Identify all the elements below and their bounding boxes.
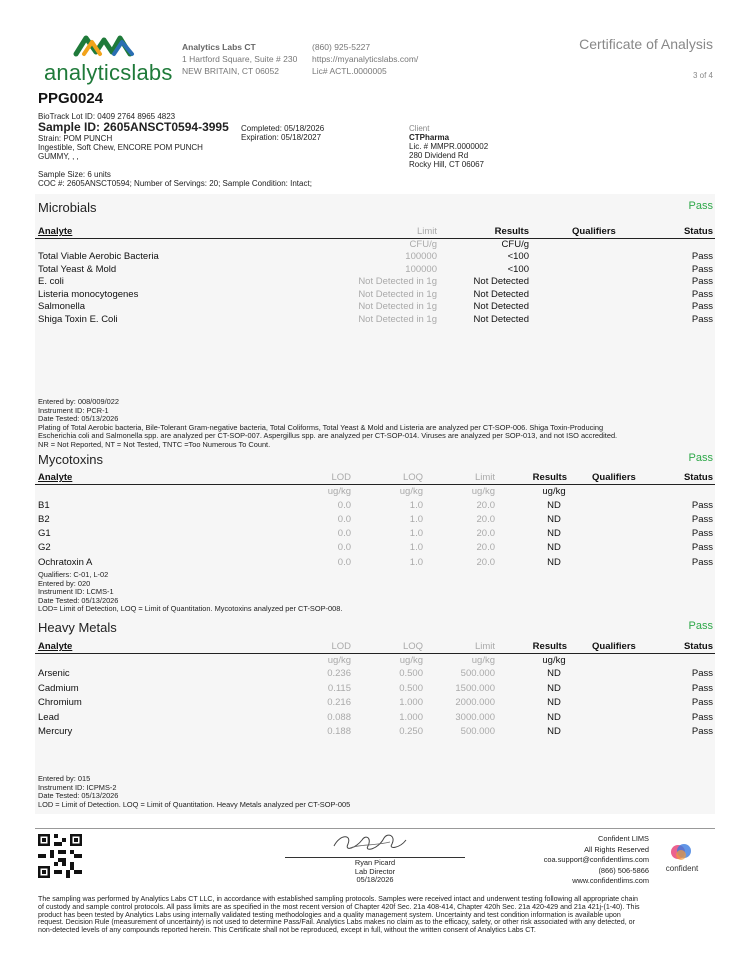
analyte-name: Cadmium	[38, 683, 79, 694]
limit-value: 100000	[405, 251, 437, 262]
lod-value: 0.0	[337, 528, 351, 539]
analyte-name: Total Yeast & Mold	[38, 264, 117, 275]
result-value: Not Detected	[473, 301, 529, 312]
status-value: Pass	[691, 726, 713, 737]
qr-code[interactable]	[38, 834, 82, 878]
client-license: Lic. # MMPR.0000002	[409, 142, 489, 151]
unit-limit: ug/kg	[471, 655, 495, 666]
note-line: NR = Not Reported, NT = Not Tested, TNTC =Too Numerous To Count.	[38, 439, 271, 449]
header-results: Results	[532, 472, 567, 483]
lod-value: 0.088	[327, 712, 351, 723]
result-value: ND	[547, 514, 561, 525]
loq-value: 1.0	[409, 514, 423, 525]
lab-website[interactable]: https://myanalyticslabs.com/	[312, 54, 419, 64]
note-line: Qualifiers: C-01, L-02	[38, 570, 109, 579]
client-address1: 280 Dividend Rd	[409, 151, 469, 160]
mycotoxins-status: Pass	[688, 452, 713, 464]
loq-value: 1.000	[399, 712, 423, 723]
limit-value: Not Detected in 1g	[358, 314, 437, 325]
loq-value: 1.0	[409, 528, 423, 539]
disclaimer-line: non-detected levels of any compounds reported herein. This Certificate shall not be reproduced, except in full, without the written consent of Analytics Labs CT.	[38, 926, 536, 935]
mycotoxins-title: Mycotoxins	[38, 452, 104, 467]
completed-date: Completed: 05/18/2026	[241, 124, 325, 133]
lod-value: 0.115	[327, 683, 351, 694]
unit-loq: ug/kg	[399, 655, 423, 666]
limit-value: Not Detected in 1g	[358, 289, 437, 300]
header-analyte: Analyte	[38, 472, 73, 483]
page-number: 3 of 4	[692, 71, 713, 80]
disclaimer	[38, 896, 714, 935]
loq-value: 1.0	[409, 557, 423, 568]
analyte-name: Total Viable Aerobic Bacteria	[38, 251, 159, 262]
lab-address-line1: 1 Hartford Square, Suite # 230	[182, 54, 298, 64]
analyte-name: E. coli	[38, 276, 64, 287]
analyte-name: B2	[38, 514, 50, 525]
loq-value: 0.500	[399, 668, 423, 679]
lab-license: Lic# ACTL.0000005	[312, 66, 387, 76]
analyte-name: Lead	[38, 712, 60, 723]
strain: Strain: POM PUNCH	[38, 134, 113, 143]
note-line: Plating of Total Aerobic bacteria, Bile-Tolerant Gram-negative bacteria, Total Coliforms, Total Yeast & Mold and Listeria are analyzed per CT-SOP-006. Shiga Toxin-Producing	[38, 422, 604, 432]
result-value: Not Detected	[473, 289, 529, 300]
lab-info	[182, 41, 297, 77]
analyte-name: B1	[38, 500, 50, 511]
note-line: Instrument ID: PCR-1	[38, 405, 109, 415]
client-block	[409, 124, 488, 169]
unit-lod: ug/kg	[327, 486, 351, 497]
status-value: Pass	[691, 557, 713, 568]
header-loq: LOQ	[402, 641, 423, 652]
result-value: <100	[507, 264, 529, 275]
status-value: Pass	[691, 542, 713, 553]
unit-results: ug/kg	[542, 655, 566, 666]
result-value: ND	[547, 683, 561, 694]
category-cont: GUMMY, , ,	[38, 152, 79, 161]
analyte-name: Mercury	[38, 726, 73, 737]
footer-rule	[35, 828, 715, 829]
result-value: ND	[547, 697, 561, 708]
header-limit: Limit	[474, 641, 495, 652]
result-value: ND	[547, 500, 561, 511]
mycotoxins-notes	[38, 571, 342, 614]
loq-value: 1.0	[409, 542, 423, 553]
lod-value: 0.216	[327, 697, 351, 708]
client-label: Client	[409, 124, 430, 133]
mycotoxins-header-rule	[35, 484, 715, 485]
header-results: Results	[532, 641, 567, 652]
analyte-name: Chromium	[38, 697, 82, 708]
microbials-header-results: Results	[494, 226, 529, 237]
status-value: Pass	[691, 301, 713, 312]
lod-value: 0.188	[327, 726, 351, 737]
analyte-name: Ochratoxin A	[38, 557, 93, 568]
note-line: Date Tested: 05/13/2026	[38, 414, 119, 423]
limit-value: 500.000	[460, 668, 495, 679]
status-value: Pass	[691, 276, 713, 287]
analyte-name: G2	[38, 542, 51, 553]
microbials-header-qualifiers: Qualifiers	[572, 226, 616, 237]
confident-logo-icon	[660, 842, 704, 862]
result-value: Not Detected	[473, 314, 529, 325]
status-value: Pass	[691, 697, 713, 708]
signature-block	[285, 859, 465, 885]
unit-limit: ug/kg	[471, 486, 495, 497]
sample-size: Sample Size: 6 units	[38, 170, 111, 179]
lab-name: Analytics Labs CT	[182, 42, 256, 52]
biotrack-lot: BioTrack Lot ID: 0409 2764 8965 4823	[38, 112, 176, 121]
logo-text: analyticslabs	[44, 60, 173, 85]
header-status: Status	[683, 641, 713, 652]
limit-value: 20.0	[476, 542, 495, 553]
note-line: Escherichia coli and Salmonella spp. are analyzed per CT-SOP-007. Aspergillus spp. are analyzed per CT-SOP-014. Viruses are analyzed per SOP-013, and not ISO accredited.	[38, 431, 618, 440]
loq-value: 0.250	[399, 726, 423, 737]
status-value: Pass	[691, 712, 713, 723]
lims-phone: (866) 506-5866	[598, 865, 649, 875]
heavy-metals-status: Pass	[688, 620, 713, 632]
result-value: <100	[507, 251, 529, 262]
note-line: Instrument ID: ICPMS-2	[38, 782, 117, 792]
product-code: PPG0024	[38, 90, 104, 107]
confident-logo	[660, 842, 704, 876]
note-line: Instrument ID: LCMS-1	[38, 587, 114, 596]
status-value: Pass	[691, 289, 713, 300]
limit-value: 500.000	[460, 726, 495, 737]
analyte-name: Salmonella	[38, 301, 85, 312]
header-qualifiers: Qualifiers	[592, 641, 636, 652]
unit-loq: ug/kg	[399, 486, 423, 497]
unit-lod: ug/kg	[327, 655, 351, 666]
microbials-header-analyte: Analyte	[38, 226, 73, 237]
status-value: Pass	[691, 683, 713, 694]
signature-graphic	[330, 830, 410, 856]
company-logo	[44, 30, 173, 86]
coc-info: COC #: 2605ANSCT0594; Number of Servings: 20; Sample Condition: Intact;	[38, 179, 312, 188]
header-analyte: Analyte	[38, 641, 73, 652]
result-value: ND	[547, 712, 561, 723]
status-value: Pass	[691, 528, 713, 539]
lims-email[interactable]: coa.support@confidentlims.com	[543, 855, 649, 864]
logo-mountains-icon	[44, 30, 169, 60]
loq-value: 1.0	[409, 500, 423, 511]
note-line: Date Tested: 05/13/2026	[38, 791, 119, 800]
expiration-date: Expiration: 05/18/2027	[241, 133, 322, 142]
result-value: ND	[547, 557, 561, 568]
result-value: Not Detected	[473, 276, 529, 287]
microbials-notes	[38, 398, 617, 449]
header-status: Status	[683, 472, 713, 483]
limit-value: 20.0	[476, 557, 495, 568]
lod-value: 0.0	[337, 500, 351, 511]
heavy-metals-header-rule	[35, 653, 715, 654]
lod-value: 0.0	[337, 542, 351, 553]
confident-logo-text: confident	[665, 864, 699, 873]
note-line: LOD = Limit of Detection. LOQ = Limit of Quantitation. Heavy Metals analyzed per CT-SOP-005	[38, 799, 351, 809]
signer-title: Lab Director	[354, 866, 396, 876]
header-loq: LOQ	[402, 472, 423, 483]
limit-value: 20.0	[476, 500, 495, 511]
limit-value: Not Detected in 1g	[358, 276, 437, 287]
note-line: LOD= Limit of Detection, LOQ = Limit of Quantitation. Mycotoxins analyzed per CT-SOP-008.	[38, 604, 343, 613]
sample-info	[38, 112, 229, 161]
note-line: Entered by: 020	[38, 578, 91, 588]
header-lod: LOD	[331, 641, 351, 652]
microbials-unit-limit: CFU/g	[409, 239, 437, 250]
microbials-status: Pass	[688, 200, 713, 212]
heavy-metals-title: Heavy Metals	[38, 620, 117, 635]
result-value: ND	[547, 726, 561, 737]
microbials-header-limit: Limit	[416, 226, 437, 237]
status-value: Pass	[691, 264, 713, 275]
document-title: Certificate of Analysis	[579, 36, 713, 52]
limit-value: 20.0	[476, 528, 495, 539]
note-line: Entered by: 008/009/022	[38, 397, 119, 406]
header-qualifiers: Qualifiers	[592, 472, 636, 483]
limit-value: 20.0	[476, 514, 495, 525]
loq-value: 0.500	[399, 683, 423, 694]
note-line: Entered by: 015	[38, 774, 91, 783]
lab-contact	[312, 41, 418, 77]
disclaimer-line: The sampling was performed by Analytics Labs CT LLC, in accordance with established sampling protocols. Samples were received intact and underwent testing following all appropriate chain	[38, 895, 639, 903]
limit-value: 1500.000	[455, 683, 495, 694]
status-value: Pass	[691, 514, 713, 525]
status-value: Pass	[691, 251, 713, 262]
lims-info	[544, 834, 649, 887]
analyte-name: Shiga Toxin E. Coli	[38, 314, 118, 325]
microbials-unit-results: CFU/g	[501, 239, 529, 250]
lab-address-line2: NEW BRITAIN, CT 06052	[182, 66, 279, 76]
lod-value: 0.236	[327, 668, 351, 679]
signer-name: Ryan Picard	[354, 858, 396, 867]
client-address2: Rocky Hill, CT 06067	[409, 160, 484, 169]
lims-rights: All Rights Reserved	[584, 844, 649, 854]
limit-value: Not Detected in 1g	[358, 301, 437, 312]
sample-id: Sample ID: 2605ANSCT0594-3995	[38, 120, 229, 134]
header-lod: LOD	[331, 472, 351, 483]
lims-name: Confident LIMS	[598, 834, 649, 843]
limit-value: 3000.000	[455, 712, 495, 723]
status-value: Pass	[691, 500, 713, 511]
signer-date: 05/18/2026	[356, 875, 394, 884]
lims-website[interactable]: www.confidentlims.com	[572, 876, 649, 885]
heavy-metals-notes	[38, 775, 350, 809]
disclaimer-line: product has been tested by Analytics Labs using internally validated testing methodologies and a quality management system. Uncertainty and test condition information is available upon	[38, 910, 621, 919]
lab-phone: (860) 925-5227	[312, 42, 371, 52]
microbials-title: Microbials	[38, 200, 97, 215]
loq-value: 1.000	[399, 697, 423, 708]
status-value: Pass	[691, 314, 713, 325]
qr-code-icon	[38, 834, 82, 878]
signature-icon	[330, 830, 410, 856]
analyte-name: Listeria monocytogenes	[38, 289, 139, 300]
limit-value: 100000	[405, 264, 437, 275]
result-value: ND	[547, 528, 561, 539]
lod-value: 0.0	[337, 557, 351, 568]
lod-value: 0.0	[337, 514, 351, 525]
header-limit: Limit	[474, 472, 495, 483]
analyte-name: G1	[38, 528, 51, 539]
status-value: Pass	[691, 668, 713, 679]
analyte-name: Arsenic	[38, 668, 70, 679]
unit-results: ug/kg	[542, 486, 566, 497]
result-value: ND	[547, 542, 561, 553]
category: Ingestible, Soft Chew, ENCORE POM PUNCH	[38, 143, 203, 152]
dates-block	[241, 124, 324, 142]
note-line: Date Tested: 05/13/2026	[38, 595, 119, 605]
client-name: CTPharma	[409, 133, 450, 142]
disclaimer-line: of custody and sample control protocols. All pass limits are as specified in the most recent version of Chapter 420f Sec. 21a 408-414, Chapter 420h Sec. 21a 420-429 and 21a 421j-(1-40). This	[38, 902, 640, 911]
result-value: ND	[547, 668, 561, 679]
limit-value: 2000.000	[455, 697, 495, 708]
microbials-header-status: Status	[683, 226, 713, 237]
disclaimer-line: request. Decision Rule (measurement of uncertainty) is not used to determine Pass/Fail. Analytics Labs makes no claim as to the efficacy, safety, or other risk associated with any detected, or	[38, 918, 635, 927]
